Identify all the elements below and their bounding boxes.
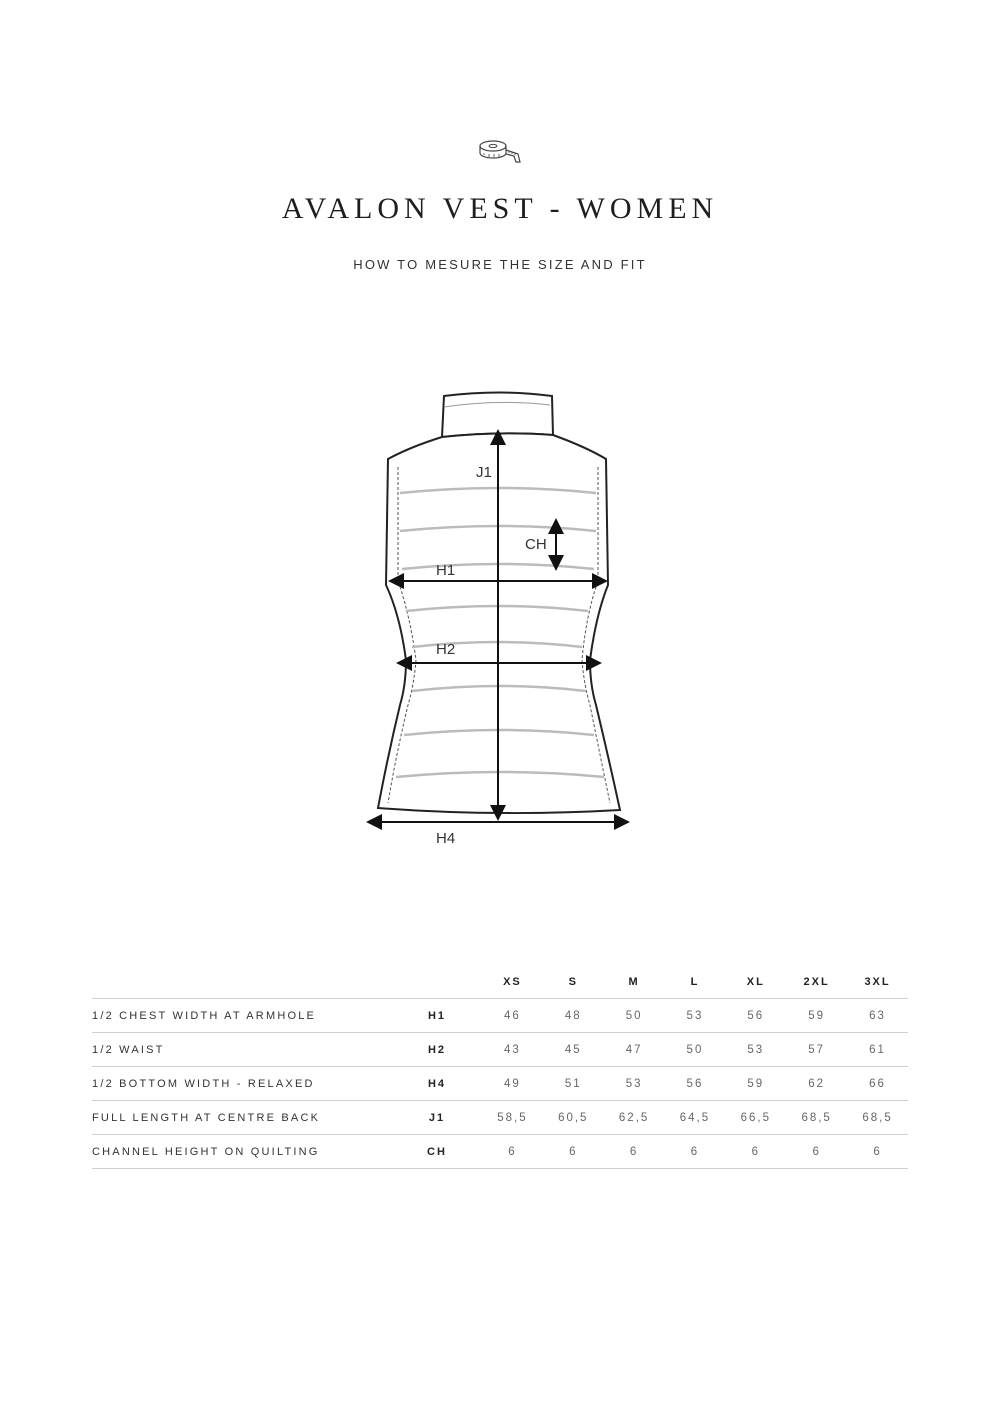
table-cell: 51 bbox=[543, 1067, 604, 1101]
table-header-row bbox=[92, 966, 908, 999]
table-cell: 59 bbox=[786, 999, 847, 1033]
table-cell: 56 bbox=[725, 999, 786, 1033]
table-cell: 61 bbox=[847, 1033, 908, 1067]
table-cell: 60,5 bbox=[543, 1101, 604, 1135]
h4-label: H4 bbox=[436, 830, 456, 847]
table-cell: 56 bbox=[665, 1067, 726, 1101]
table-cell: 43 bbox=[482, 1033, 543, 1067]
size-chart-table bbox=[92, 966, 908, 1169]
size-header: XL bbox=[746, 976, 765, 988]
page-subtitle: HOW TO MESURE THE SIZE AND FIT bbox=[353, 257, 647, 272]
size-header: 2XL bbox=[803, 976, 830, 988]
measuring-tape-icon bbox=[478, 138, 524, 164]
table-row bbox=[92, 1033, 908, 1067]
table-cell: 6 bbox=[604, 1135, 665, 1169]
table-cell: 49 bbox=[482, 1067, 543, 1101]
row-code: H1 bbox=[392, 999, 482, 1033]
page-title: AVALON VEST - WOMEN bbox=[281, 192, 719, 225]
size-header: L bbox=[690, 976, 700, 988]
size-header: XS bbox=[503, 976, 522, 988]
size-header: M bbox=[628, 976, 640, 988]
header-code-blank bbox=[392, 966, 482, 999]
table-cell: 6 bbox=[725, 1135, 786, 1169]
row-label: 1/2 WAIST bbox=[92, 1033, 392, 1067]
table-cell: 63 bbox=[847, 999, 908, 1033]
table-cell: 6 bbox=[786, 1135, 847, 1169]
row-code: J1 bbox=[392, 1101, 482, 1135]
table-cell: 57 bbox=[786, 1033, 847, 1067]
row-label: CHANNEL HEIGHT ON QUILTING bbox=[92, 1135, 392, 1169]
size-header: 3XL bbox=[864, 976, 891, 988]
table-row bbox=[92, 1135, 908, 1169]
ch-label: CH bbox=[525, 536, 547, 553]
row-code: H2 bbox=[392, 1033, 482, 1067]
row-label: 1/2 CHEST WIDTH AT ARMHOLE bbox=[92, 999, 392, 1033]
table-cell: 53 bbox=[665, 999, 726, 1033]
table-cell: 62,5 bbox=[604, 1101, 665, 1135]
table-cell: 50 bbox=[665, 1033, 726, 1067]
table-cell: 68,5 bbox=[847, 1101, 908, 1135]
table-row bbox=[92, 1101, 908, 1135]
row-code: H4 bbox=[392, 1067, 482, 1101]
vest-diagram bbox=[360, 385, 640, 855]
table-cell: 46 bbox=[482, 999, 543, 1033]
h2-label: H2 bbox=[436, 641, 456, 658]
h1-label: H1 bbox=[436, 562, 456, 579]
table-cell: 66,5 bbox=[725, 1101, 786, 1135]
table-cell: 45 bbox=[543, 1033, 604, 1067]
table-cell: 6 bbox=[543, 1135, 604, 1169]
table-cell: 47 bbox=[604, 1033, 665, 1067]
table-row bbox=[92, 999, 908, 1033]
table-cell: 6 bbox=[665, 1135, 726, 1169]
table-cell: 53 bbox=[725, 1033, 786, 1067]
table-cell: 64,5 bbox=[665, 1101, 726, 1135]
table-cell: 6 bbox=[482, 1135, 543, 1169]
row-label: FULL LENGTH AT CENTRE BACK bbox=[92, 1101, 392, 1135]
j1-label: J1 bbox=[476, 464, 492, 481]
table-cell: 62 bbox=[786, 1067, 847, 1101]
table-cell: 6 bbox=[847, 1135, 908, 1169]
table-cell: 66 bbox=[847, 1067, 908, 1101]
table-cell: 59 bbox=[725, 1067, 786, 1101]
row-code: CH bbox=[392, 1135, 482, 1169]
table-cell: 50 bbox=[604, 999, 665, 1033]
table-cell: 53 bbox=[604, 1067, 665, 1101]
header-blank bbox=[92, 966, 392, 999]
row-label: 1/2 BOTTOM WIDTH - RELAXED bbox=[92, 1067, 392, 1101]
table-row bbox=[92, 1067, 908, 1101]
table-cell: 68,5 bbox=[786, 1101, 847, 1135]
table-cell: 58,5 bbox=[482, 1101, 543, 1135]
table-cell: 48 bbox=[543, 999, 604, 1033]
size-header: S bbox=[568, 976, 578, 988]
